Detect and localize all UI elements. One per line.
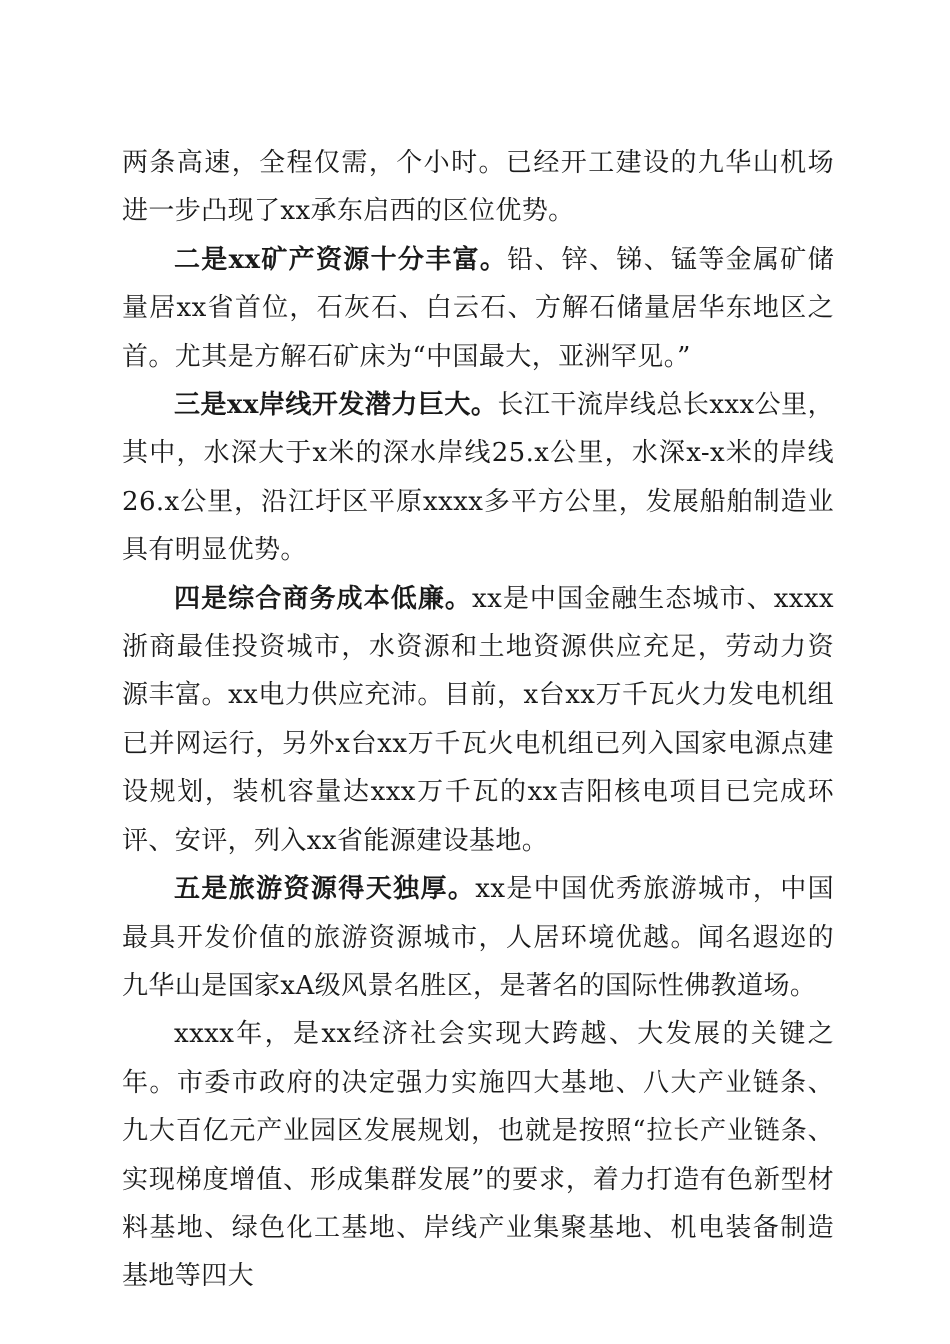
- paragraph-5-heading: 五是旅游资源得天独厚。: [174, 874, 476, 905]
- paragraph-2-heading: 二是xx矿产资源十分丰富。: [174, 244, 508, 275]
- paragraph-6: [122, 1010, 834, 1300]
- paragraph-4: [122, 575, 834, 865]
- paragraph-3-heading: 三是xx岸线开发潜力巨大。: [174, 390, 498, 421]
- paragraph-2-text: 铅、锌、锑、锰等金属矿储量居xx省首位，石灰石、白云石、方解石储量居华东地区之首。尤其是方解石矿床为“中国最大，亚洲罕见。”: [122, 244, 834, 372]
- paragraph-4-heading: 四是综合商务成本低廉。: [174, 583, 473, 614]
- paragraph-6-text: xxxx年，是xx经济社会实现大跨越、大发展的关键之年。市委市政府的决定强力实施四大基地、八大产业链条、九大百亿元产业园区发展规划，也就是按照“拉长产业链条、实现梯度增值、形成集群发展”的要求，着力打造有色新型材料基地、绿色化工基地、岸线产业集聚基地、机电装备制造基地等四大: [122, 1019, 834, 1292]
- document-body: [122, 139, 834, 1301]
- paragraph-3-text: 长江干流岸线总长xxx公里，其中，水深大于x米的深水岸线25.x公里，水深x-x米的岸线26.x公里，沿江圩区平原xxxx多平方公里，发展船舶制造业具有明显优势。: [122, 390, 835, 566]
- paragraph-5-text: xx是中国优秀旅游城市，中国最具开发价值的旅游资源城市，人居环境优越。闻名遐迩的九华山是国家xA级风景名胜区，是著名的国际性佛教道场。: [122, 874, 834, 1001]
- paragraph-1-text: 两条高速，全程仅需，个小时。已经开工建设的九华山机场进一步凸现了xx承东启西的区位优势。: [122, 148, 834, 227]
- paragraph-3: [122, 381, 834, 575]
- paragraph-4-text: xx是中国金融生态城市、xxxx浙商最佳投资城市，水资源和土地资源供应充足，劳动力资源丰富。xx电力供应充沛。目前，x台xx万千瓦火力发电机组已并网运行，另外x台xx万千瓦火电机组已列入国家电源点建设规划，装机容量达xxx万千瓦的xx吉阳核电项目已完成环评、安评，列入xx省能源建设基地。: [122, 583, 834, 856]
- paragraph-5: [122, 865, 834, 1010]
- paragraph-1: [122, 139, 834, 236]
- paragraph-2: [122, 236, 834, 381]
